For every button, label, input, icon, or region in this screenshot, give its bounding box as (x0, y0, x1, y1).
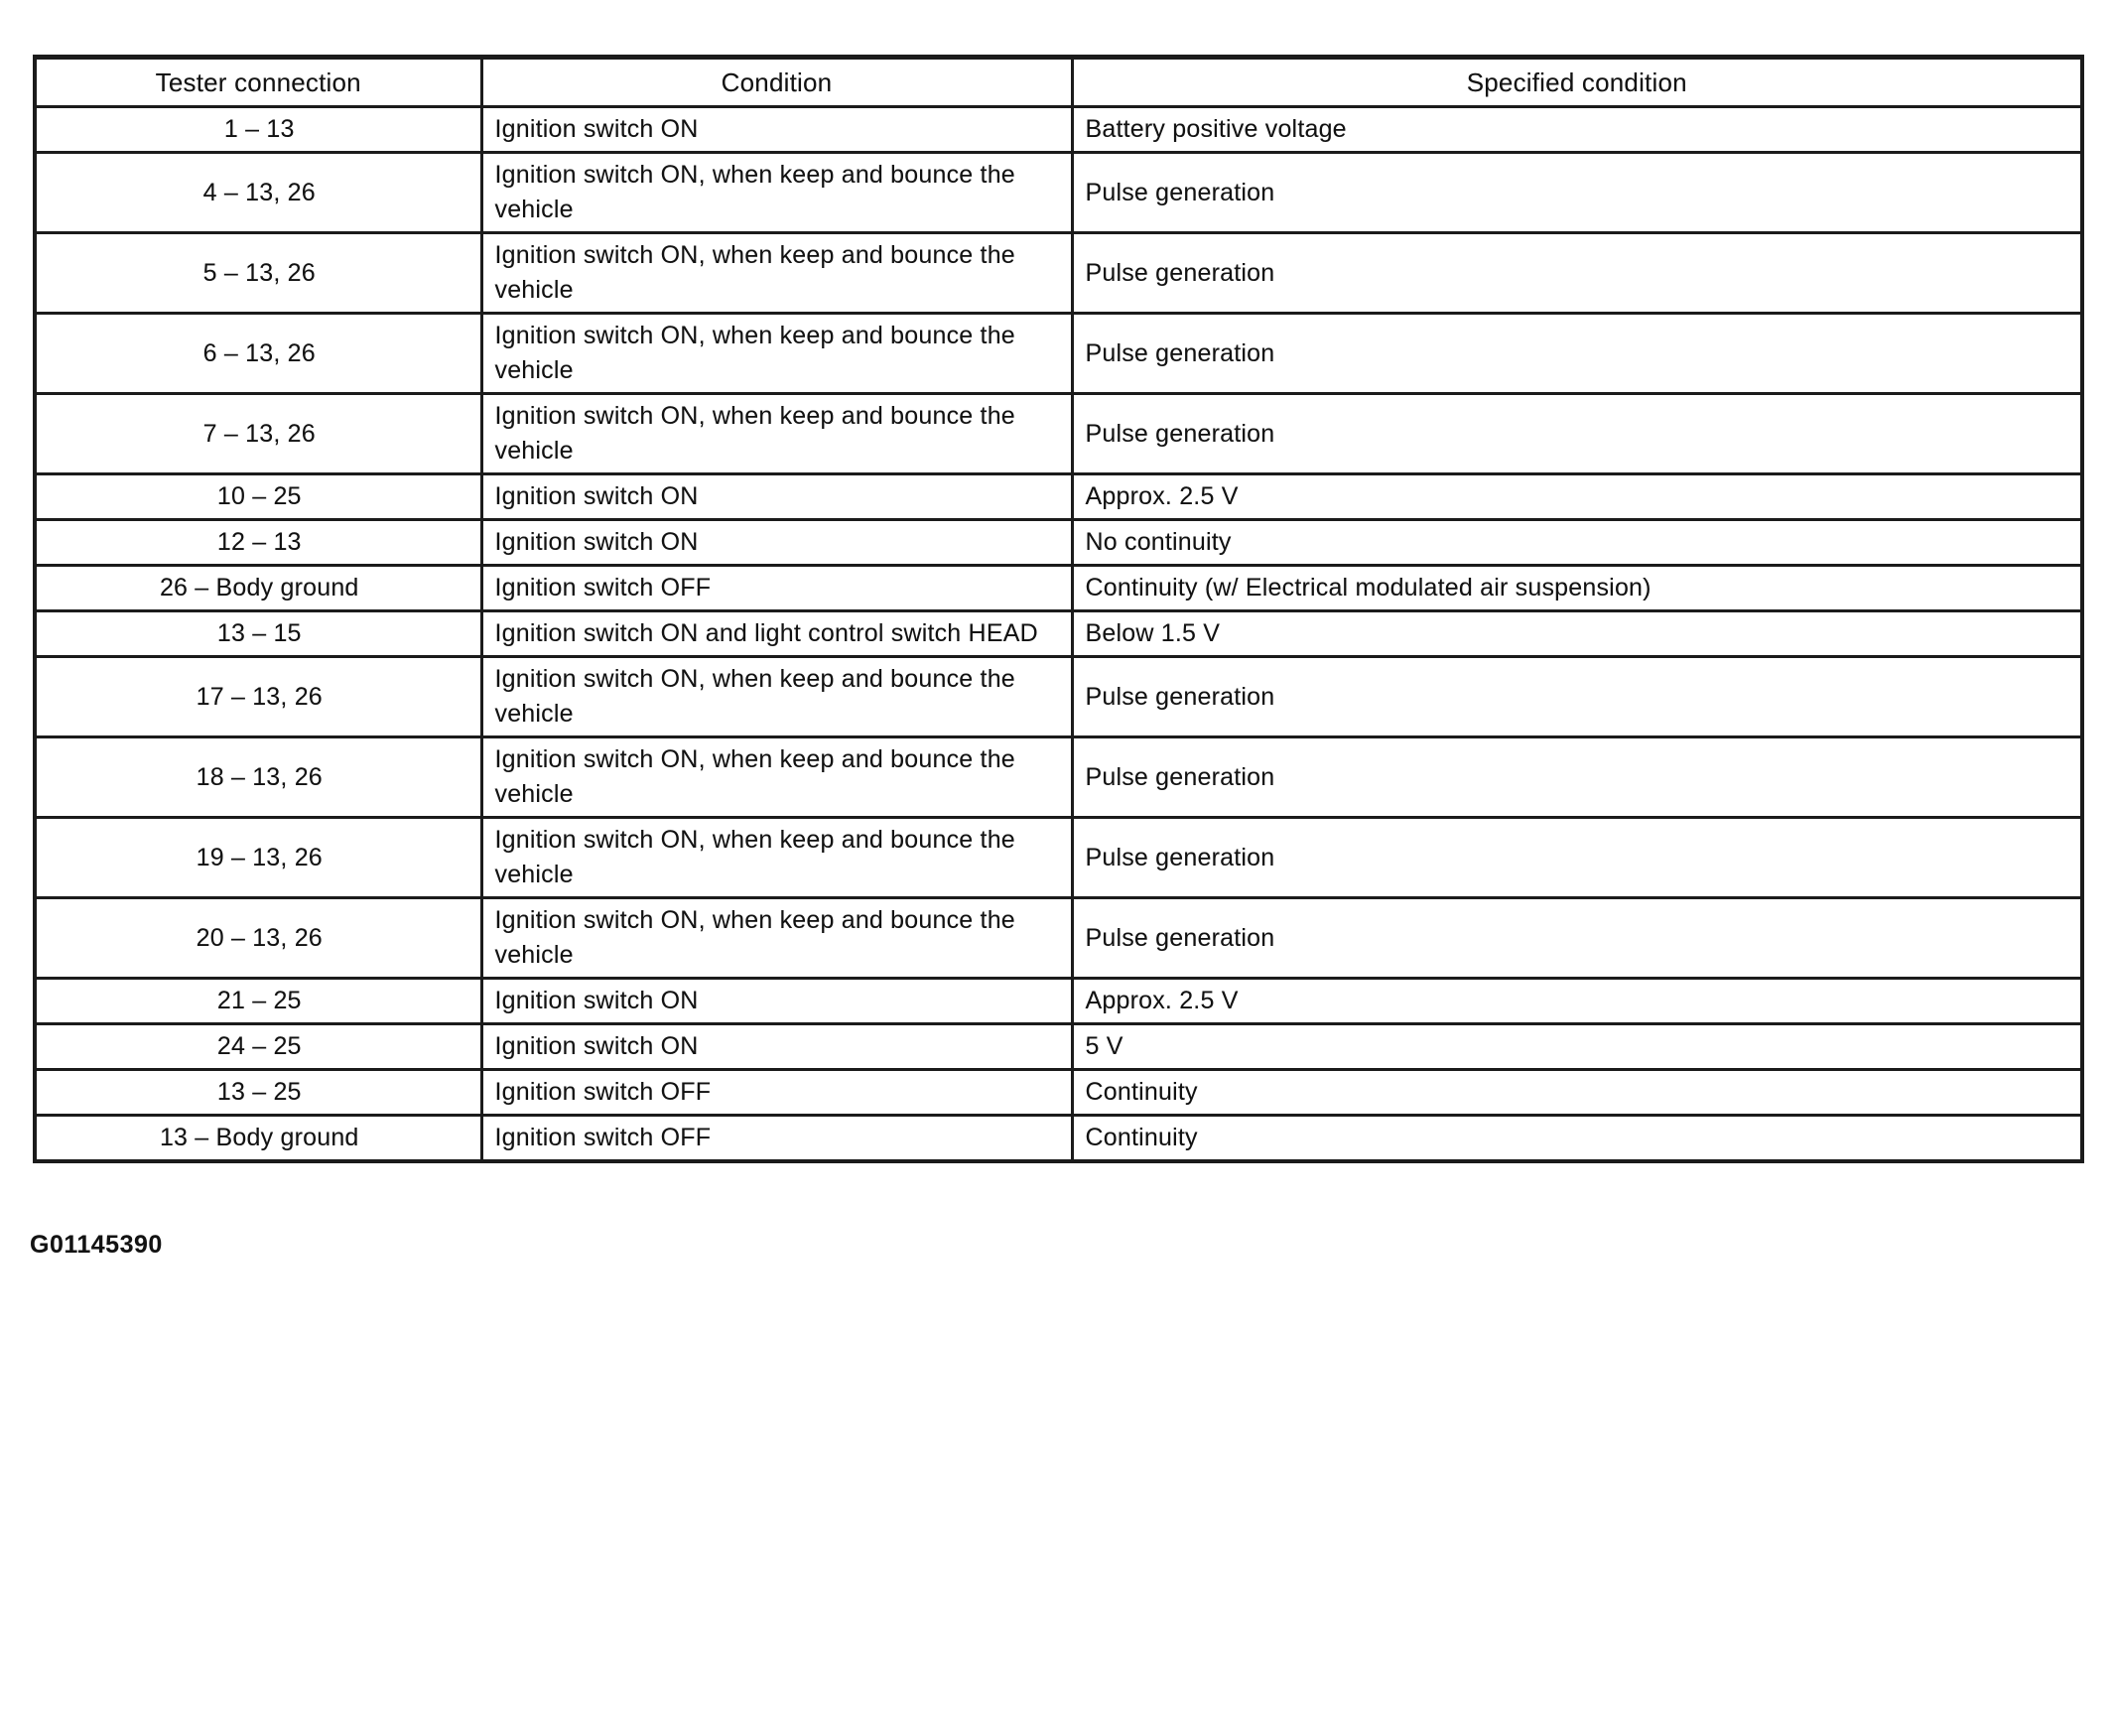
specified-condition-cell: Below 1.5 V (1072, 611, 2082, 657)
condition-cell: Ignition switch OFF (481, 1116, 1072, 1162)
condition-cell: Ignition switch ON (481, 520, 1072, 566)
specified-condition-cell: Pulse generation (1072, 737, 2082, 818)
tester-connection-cell: 19 – 13, 26 (35, 818, 481, 898)
tester-connection-table (33, 55, 2084, 1163)
table-row (35, 1116, 2082, 1162)
table-row (35, 611, 2082, 657)
condition-cell: Ignition switch ON, when keep and bounce the vehicle (481, 818, 1072, 898)
tester-connection-cell: 26 – Body ground (35, 566, 481, 611)
tester-connection-cell: 4 – 13, 26 (35, 153, 481, 233)
specified-condition-cell: Continuity (1072, 1070, 2082, 1116)
tester-connection-cell: 13 – Body ground (35, 1116, 481, 1162)
specified-condition-header: Specified condition (1072, 58, 2082, 107)
condition-cell: Ignition switch ON (481, 1024, 1072, 1070)
condition-cell: Ignition switch ON, when keep and bounce the vehicle (481, 233, 1072, 314)
table-row (35, 520, 2082, 566)
table-row (35, 818, 2082, 898)
table-row (35, 657, 2082, 737)
tester-connection-cell: 6 – 13, 26 (35, 314, 481, 394)
tester-connection-cell: 7 – 13, 26 (35, 394, 481, 474)
table-row (35, 394, 2082, 474)
tester-connection-cell: 5 – 13, 26 (35, 233, 481, 314)
table-row (35, 153, 2082, 233)
condition-cell: Ignition switch ON, when keep and bounce the vehicle (481, 657, 1072, 737)
specified-condition-cell: Pulse generation (1072, 898, 2082, 979)
specified-condition-cell: No continuity (1072, 520, 2082, 566)
specified-condition-cell: Pulse generation (1072, 153, 2082, 233)
tester-connection-cell: 13 – 25 (35, 1070, 481, 1116)
tester-connection-header: Tester connection (35, 58, 481, 107)
condition-cell: Ignition switch ON (481, 979, 1072, 1024)
specified-condition-cell: 5 V (1072, 1024, 2082, 1070)
specified-condition-cell: Battery positive voltage (1072, 107, 2082, 153)
tester-connection-cell: 18 – 13, 26 (35, 737, 481, 818)
specified-condition-cell: Pulse generation (1072, 657, 2082, 737)
specified-condition-cell: Pulse generation (1072, 233, 2082, 314)
condition-header: Condition (481, 58, 1072, 107)
specified-condition-cell: Continuity (1072, 1116, 2082, 1162)
figure-id: G01145390 (30, 1231, 163, 1259)
tester-connection-cell: 17 – 13, 26 (35, 657, 481, 737)
condition-cell: Ignition switch ON (481, 107, 1072, 153)
tester-connection-cell: 12 – 13 (35, 520, 481, 566)
tester-connection-cell: 10 – 25 (35, 474, 481, 520)
condition-cell: Ignition switch ON and light control switch HEAD (481, 611, 1072, 657)
table-row (35, 314, 2082, 394)
condition-cell: Ignition switch OFF (481, 1070, 1072, 1116)
condition-cell: Ignition switch ON, when keep and bounce the vehicle (481, 153, 1072, 233)
table-row (35, 474, 2082, 520)
specified-condition-cell: Continuity (w/ Electrical modulated air suspension) (1072, 566, 2082, 611)
condition-cell: Ignition switch ON, when keep and bounce the vehicle (481, 314, 1072, 394)
table-row (35, 1070, 2082, 1116)
tester-connection-cell: 21 – 25 (35, 979, 481, 1024)
specified-condition-cell: Pulse generation (1072, 394, 2082, 474)
table-row (35, 898, 2082, 979)
specified-condition-cell: Pulse generation (1072, 818, 2082, 898)
condition-cell: Ignition switch ON, when keep and bounce the vehicle (481, 394, 1072, 474)
table-row (35, 1024, 2082, 1070)
tester-connection-cell: 13 – 15 (35, 611, 481, 657)
table-row (35, 233, 2082, 314)
condition-cell: Ignition switch ON, when keep and bounce the vehicle (481, 737, 1072, 818)
condition-cell: Ignition switch ON, when keep and bounce the vehicle (481, 898, 1072, 979)
specified-condition-cell: Approx. 2.5 V (1072, 474, 2082, 520)
condition-cell: Ignition switch ON (481, 474, 1072, 520)
table-header-row (35, 58, 2082, 107)
specified-condition-cell: Pulse generation (1072, 314, 2082, 394)
table-row (35, 566, 2082, 611)
tester-connection-cell: 24 – 25 (35, 1024, 481, 1070)
tester-connection-cell: 1 – 13 (35, 107, 481, 153)
condition-cell: Ignition switch OFF (481, 566, 1072, 611)
table-row (35, 737, 2082, 818)
specified-condition-cell: Approx. 2.5 V (1072, 979, 2082, 1024)
table-row (35, 979, 2082, 1024)
tester-connection-cell: 20 – 13, 26 (35, 898, 481, 979)
table-row (35, 107, 2082, 153)
